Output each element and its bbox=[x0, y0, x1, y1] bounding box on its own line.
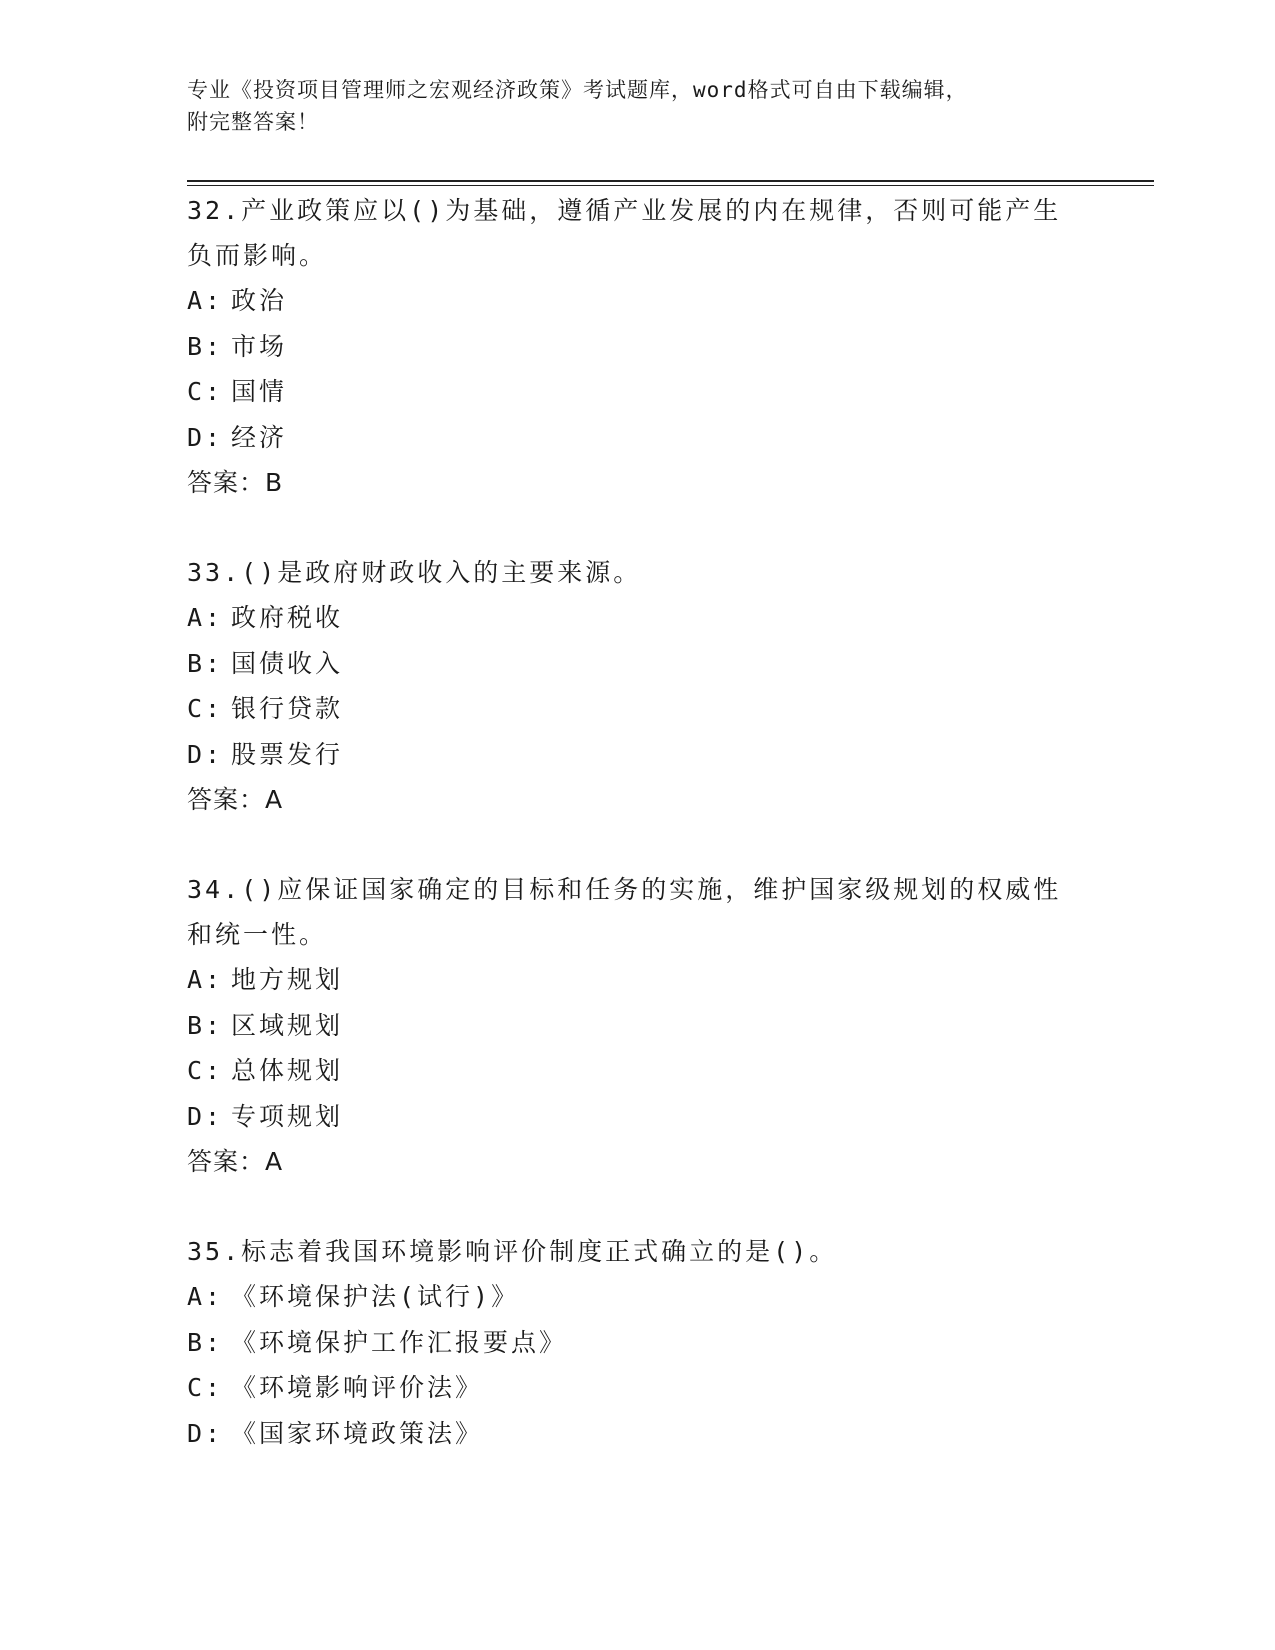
option-a bbox=[187, 595, 1087, 641]
question-stem: 35.标志着我国环境影响评价制度正式确立的是()。 bbox=[187, 1237, 838, 1266]
header-line-2: 附完整答案！ bbox=[187, 110, 319, 134]
option-a bbox=[187, 278, 1087, 324]
option-letter: C: bbox=[187, 1056, 224, 1085]
header-line-1: 专业《投资项目管理师之宏观经济政策》考试题库，word格式可自由下载编辑， bbox=[187, 78, 968, 102]
option-text: 《环境保护工作汇报要点》 bbox=[231, 1327, 568, 1357]
answer-line: 答案：B bbox=[187, 468, 284, 497]
option-d bbox=[187, 1411, 1087, 1457]
option-text: 区域规划 bbox=[231, 1010, 344, 1040]
option-letter: B: bbox=[187, 1327, 224, 1357]
option-letter: A: bbox=[187, 286, 224, 315]
option-a bbox=[187, 1274, 1087, 1320]
option-letter: D: bbox=[187, 739, 224, 769]
question-stem: 34.()应保证国家确定的目标和任务的实施，维护国家级规划的权威性和统一性。 bbox=[187, 875, 1062, 949]
option-letter: D: bbox=[187, 422, 224, 452]
option-c bbox=[187, 1365, 1087, 1411]
option-d bbox=[187, 1094, 1087, 1140]
option-text: 股票发行 bbox=[231, 739, 344, 769]
option-letter: C: bbox=[187, 377, 224, 406]
question-35 bbox=[187, 1229, 1087, 1456]
question-34 bbox=[187, 867, 1087, 1184]
option-text: 国情 bbox=[231, 377, 288, 406]
option-text: 银行贷款 bbox=[231, 694, 344, 723]
option-d bbox=[187, 732, 1087, 778]
option-text: 总体规划 bbox=[231, 1056, 344, 1085]
option-letter: A: bbox=[187, 603, 224, 632]
option-letter: D: bbox=[187, 1418, 224, 1448]
option-letter: A: bbox=[187, 965, 224, 994]
option-d bbox=[187, 415, 1087, 461]
question-33 bbox=[187, 550, 1087, 822]
option-b bbox=[187, 1320, 1087, 1366]
option-text: 《环境影响评价法》 bbox=[231, 1373, 484, 1402]
option-b bbox=[187, 1003, 1087, 1049]
question-32 bbox=[187, 188, 1087, 505]
option-c bbox=[187, 369, 1087, 415]
option-a bbox=[187, 957, 1087, 1003]
option-letter: D: bbox=[187, 1101, 224, 1131]
answer-line: 答案：A bbox=[187, 1147, 284, 1176]
option-letter: B: bbox=[187, 1010, 224, 1040]
option-text: 经济 bbox=[231, 422, 288, 452]
question-stem: 32.产业政策应以()为基础，遵循产业发展的内在规律，否则可能产生负而影响。 bbox=[187, 196, 1062, 270]
option-text: 《国家环境政策法》 bbox=[231, 1418, 484, 1448]
option-letter: C: bbox=[187, 694, 224, 723]
option-b bbox=[187, 641, 1087, 687]
question-stem: 33.()是政府财政收入的主要来源。 bbox=[187, 558, 642, 587]
header-divider-thick bbox=[187, 180, 1154, 182]
option-c bbox=[187, 686, 1087, 732]
option-letter: B: bbox=[187, 331, 224, 361]
answer-line: 答案：A bbox=[187, 785, 284, 814]
option-text: 政治 bbox=[231, 286, 288, 315]
option-text: 《环境保护法(试行)》 bbox=[231, 1282, 520, 1311]
option-text: 地方规划 bbox=[231, 965, 344, 994]
option-letter: B: bbox=[187, 648, 224, 678]
option-text: 专项规划 bbox=[231, 1101, 344, 1131]
option-text: 国债收入 bbox=[231, 648, 344, 678]
question-list bbox=[187, 188, 1087, 1501]
option-text: 市场 bbox=[231, 331, 288, 361]
header-divider-thin bbox=[187, 185, 1154, 186]
option-c bbox=[187, 1048, 1087, 1094]
option-letter: A: bbox=[187, 1282, 224, 1311]
option-letter: C: bbox=[187, 1373, 224, 1402]
option-text: 政府税收 bbox=[231, 603, 344, 632]
option-b bbox=[187, 324, 1087, 370]
document-header bbox=[187, 74, 1087, 138]
